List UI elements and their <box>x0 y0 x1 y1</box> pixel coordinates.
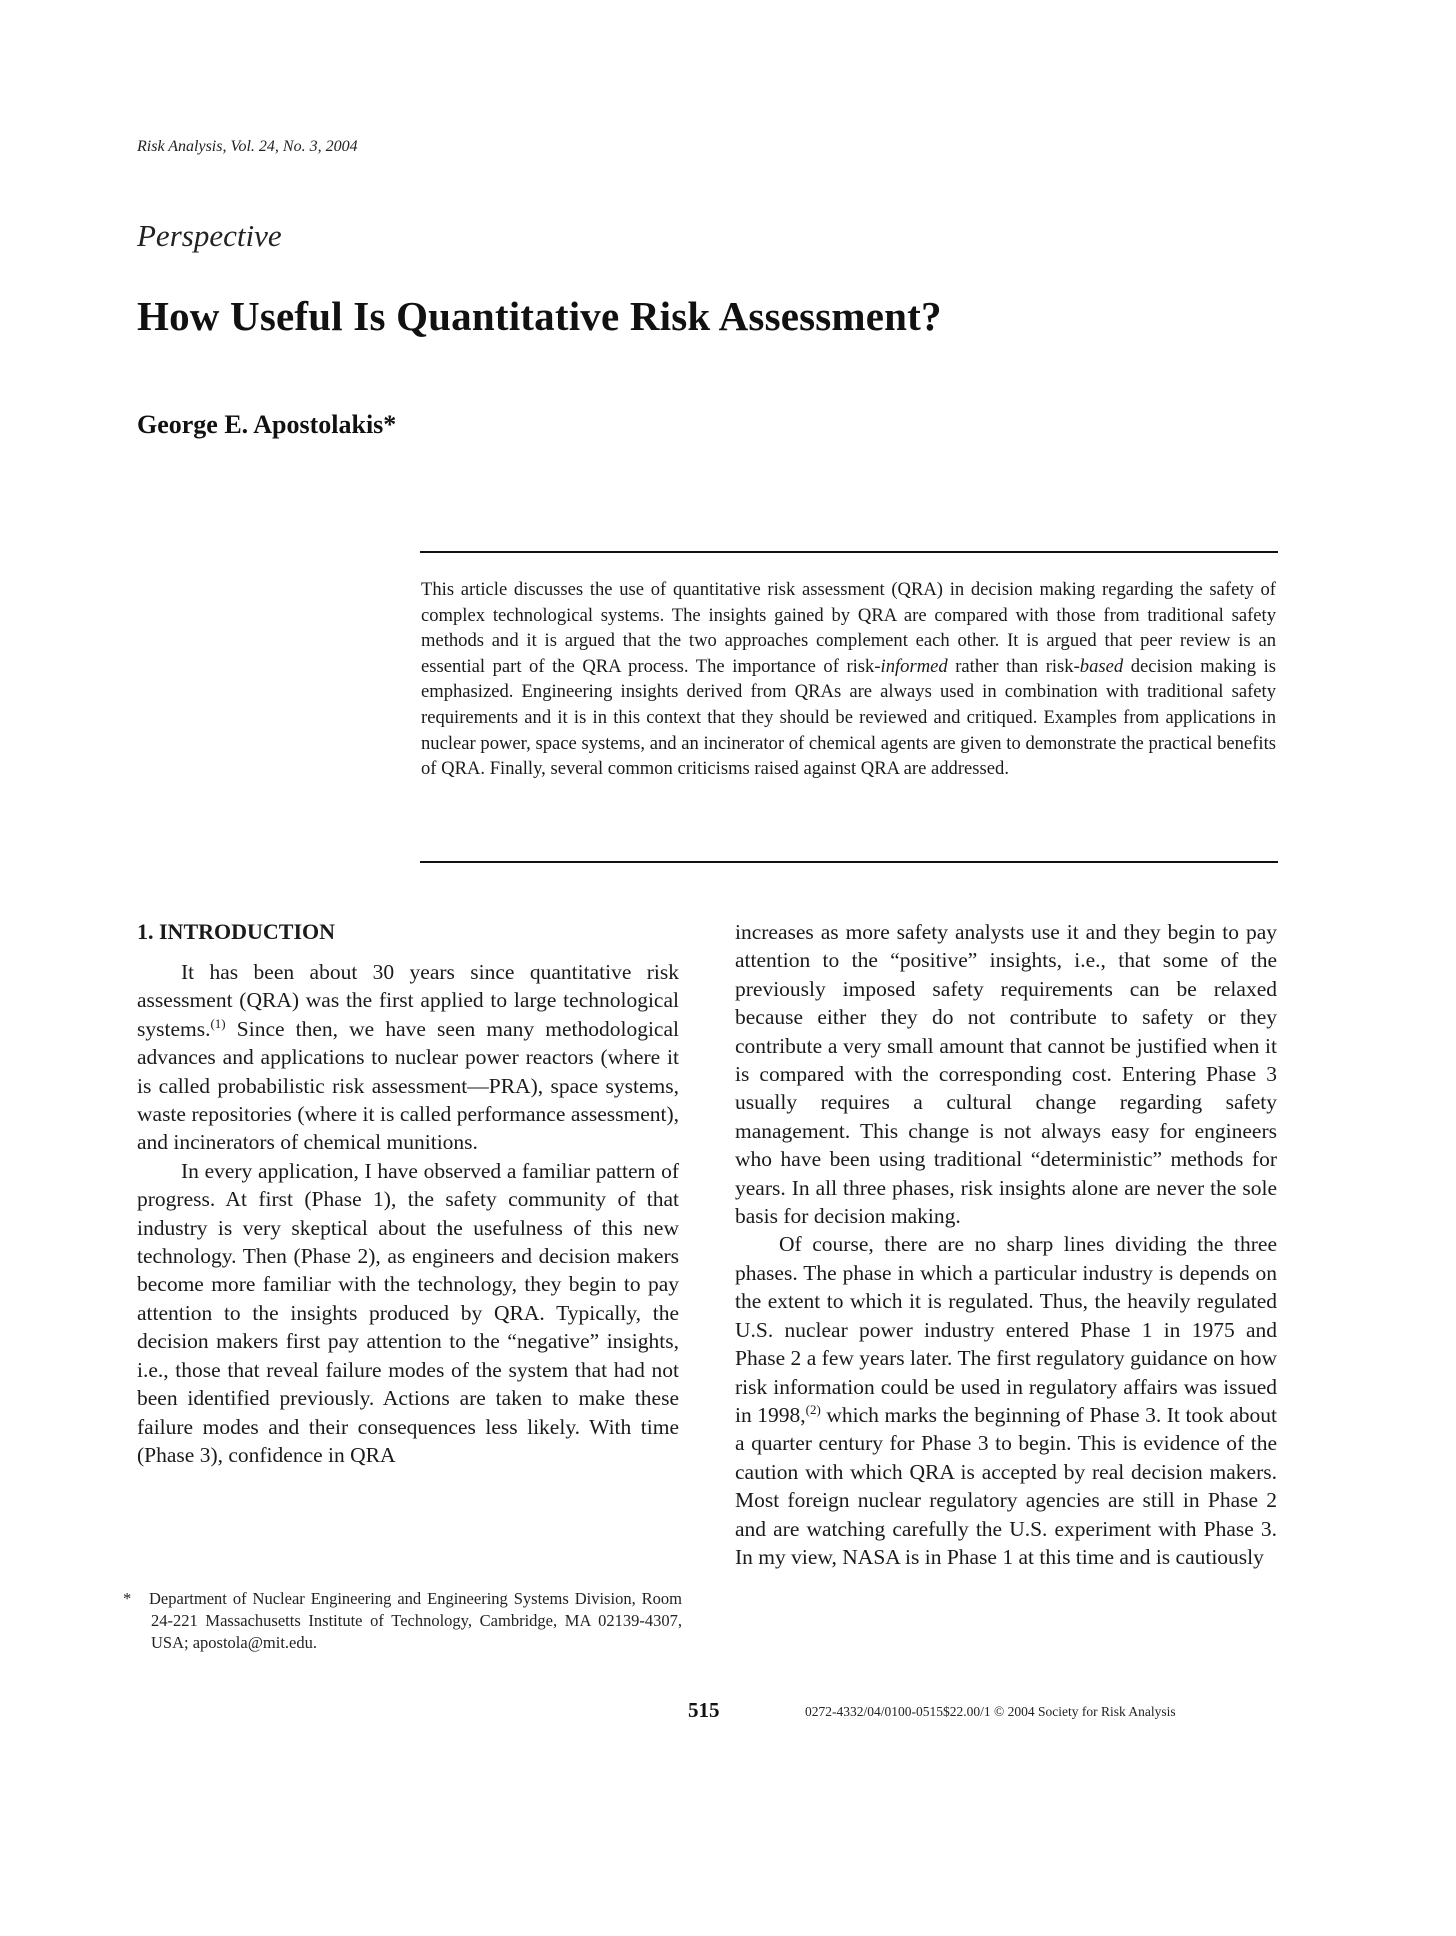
right-column <box>735 918 1277 1571</box>
abstract-emphasis-informed: informed <box>880 655 948 677</box>
footnote-mark: * <box>123 1589 132 1608</box>
journal-citation: Risk Analysis, Vol. 24, No. 3, 2004 <box>137 138 358 155</box>
intro-paragraph-1 <box>137 958 679 1157</box>
intro-paragraph-2: In every application, I have observed a familiar pattern of progress. At first (Phase 1), the safety community of that industry is very skeptical about the usefulness of this new technology. Then (Phase 2), as engineers and decision makers become more familiar with the technology, they begin to pay attention to the insights produced by QRA. Typically, the decision makers first pay attention to the “negative” insights, i.e., those that reveal failure modes of the system that had not been identified previously. Actions are taken to make these failure modes and their consequences less likely. With time (Phase 3), confidence in QRA <box>137 1158 679 1467</box>
article-title: How Useful Is Quantitative Risk Assessment? <box>137 293 942 339</box>
intro-paragraph-3-text-a: Of course, there are no sharp lines dividing the three phases. The phase in which a particular industry is depends on the extent to which it is regulated. Thus, the heavily regulated U.S. nuclear power industry entered Phase 1 in 1975 and Phase 2 a few years later. The first regulatory guidance on how risk information could be used in regulatory affairs was issued in 1998, <box>735 1232 1277 1427</box>
abstract-top-rule <box>420 551 1278 553</box>
copyright-line: 0272-4332/04/0100-0515$22.00/1 © 2004 Society for Risk Analysis <box>805 1704 1176 1719</box>
footnote-text: Department of Nuclear Engineering and Engineering Systems Division, Room 24-221 Massachusetts Institute of Technology, Cambridge, MA 02139-4307, USA; apostola@mit.edu. <box>149 1589 682 1652</box>
abstract <box>421 577 1276 782</box>
citation-ref-2: (2) <box>805 1401 821 1417</box>
intro-paragraph-1-text-a: It has been about 30 years since quantitative risk assessment (QRA) was the first applied to large technological systems. <box>137 960 679 1041</box>
intro-paragraph-2-continued: increases as more safety analysts use it and they begin to pay attention to the “positive” insights, i.e., that some of the previously imposed safety requirements can be relaxed because either they do not contribute to safety or they contribute a very small amount that cannot be justified when it is compared with the corresponding cost. Entering Phase 3 usually requires a cultural change regarding safety management. This change is not always easy for engineers who have been using traditional “deterministic” methods for years. In all three phases, risk insights alone are never the sole basis for decision making. <box>735 920 1277 1229</box>
intro-paragraph-3 <box>735 1230 1277 1571</box>
left-column <box>137 918 679 1469</box>
author-name: George E. Apostolakis* <box>137 410 397 439</box>
abstract-bottom-rule <box>420 861 1278 863</box>
abstract-text-3: decision making is emphasized. Engineering insights derived from QRAs are always used in combination with traditional safety requirements and it is in this context that they should be reviewed and critiqued. Examples from applications in nuclear power, space systems, and an incinerator of chemical agents are given to demonstrate the practical benefits of QRA. Finally, several common criticisms raised against QRA are addressed. <box>421 655 1276 780</box>
author-affiliation-footnote <box>123 1588 682 1654</box>
citation-ref-1: (1) <box>210 1015 226 1031</box>
abstract-text-2: rather than risk- <box>947 655 1080 677</box>
abstract-text-1: This article discusses the use of quantitative risk assessment (QRA) in decision making regarding the safety of complex technological systems. The insights gained by QRA are compared with those from traditional safety methods and it is argued that the two approaches complement each other. It is argued that peer review is an essential part of the QRA process. The importance of risk- <box>421 579 1276 677</box>
section-label: Perspective <box>137 218 282 253</box>
section-heading-introduction: 1. INTRODUCTION <box>137 919 336 944</box>
abstract-emphasis-based: based <box>1079 655 1124 677</box>
page-number: 515 <box>688 1698 720 1722</box>
intro-paragraph-1-text-b: Since then, we have seen many methodological advances and applications to nuclear power reactors (where it is called probabilistic risk assessment—PRA), space systems, waste repositories (where it is called performance assessment), and incinerators of chemical munitions. <box>137 1016 679 1155</box>
intro-paragraph-3-text-b: which marks the beginning of Phase 3. It took about a quarter century for Phase 3 to begin. This is evidence of the caution with which QRA is accepted by real decision makers. Most foreign nuclear regulatory agencies are still in Phase 2 and are watching carefully the U.S. experiment with Phase 3. In my view, NASA is in Phase 1 at this time and is cautiously <box>735 1402 1277 1569</box>
